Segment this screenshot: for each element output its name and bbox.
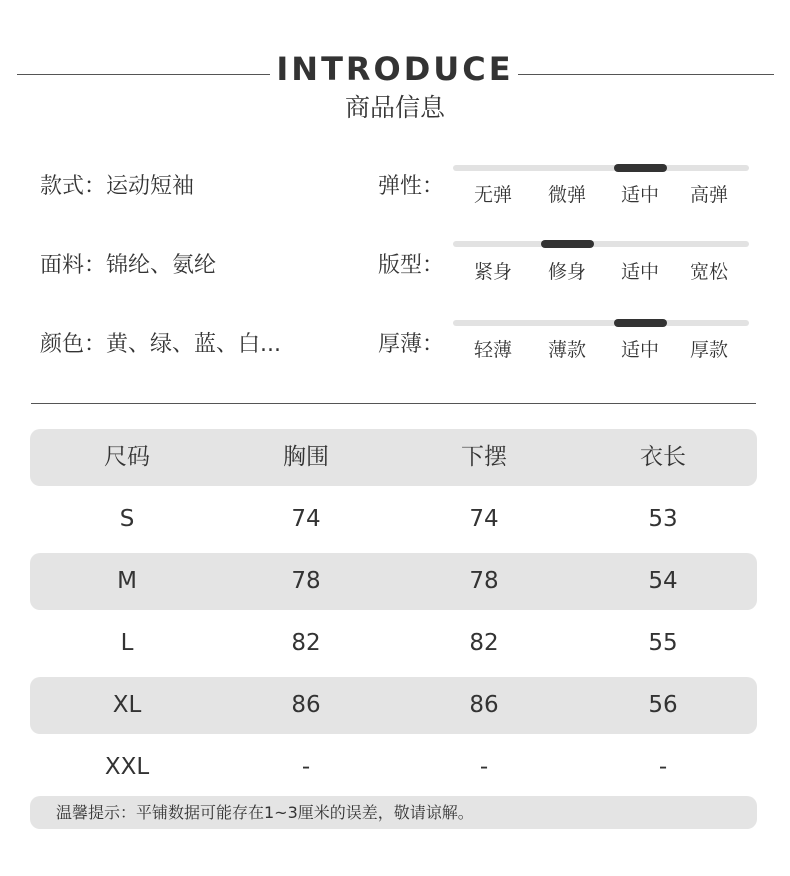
table-cell: 78 (291, 568, 321, 594)
scale-fit-option: 修身 (547, 261, 587, 283)
scale-thickness-option: 厚款 (689, 339, 729, 361)
scale-thickness-option: 适中 (620, 339, 660, 361)
scale-elasticity-option: 微弹 (547, 184, 587, 206)
table-cell: L (120, 630, 134, 656)
scale-elasticity-track (453, 165, 749, 171)
scale-thickness-option: 薄款 (547, 339, 587, 361)
scale-fit-indicator (541, 240, 594, 248)
table-cell: 86 (291, 692, 321, 718)
scale-thickness-option: 轻薄 (473, 339, 513, 361)
attr-color: 颜色：黄、绿、蓝、白... (40, 332, 281, 357)
table-cell: - (301, 754, 311, 780)
scale-fit-option: 宽松 (689, 261, 729, 283)
table-row (30, 739, 757, 796)
scale-elasticity-option: 高弹 (689, 184, 729, 206)
table-cell: - (658, 754, 668, 780)
table-row (30, 677, 757, 734)
measurement-note (30, 796, 757, 829)
table-cell: 82 (469, 630, 499, 656)
size-table-header-cell: 胸围 (283, 444, 329, 470)
scale-thickness-indicator (614, 319, 667, 327)
scale-fit-option: 适中 (620, 261, 660, 283)
table-cell: 53 (648, 506, 678, 532)
table-cell: 74 (291, 506, 321, 532)
table-cell: - (479, 754, 489, 780)
section-divider (31, 403, 756, 404)
table-cell: 55 (648, 630, 678, 656)
scale-elasticity-indicator (614, 164, 667, 172)
size-table-header-cell: 下摆 (461, 444, 507, 470)
scale-thickness-label: 厚薄： (378, 332, 445, 357)
size-table-header-cell: 尺码 (104, 444, 150, 470)
page-title-cn: 商品信息 (344, 93, 445, 122)
table-row (30, 491, 757, 548)
table-cell: 54 (648, 568, 678, 594)
scale-fit-label: 版型： (378, 253, 445, 278)
page-title-en: INTRODUCE (276, 50, 514, 88)
scale-fit-track (453, 241, 749, 247)
size-table-header-cell: 衣长 (640, 444, 686, 470)
attr-style: 款式：运动短袖 (40, 174, 195, 199)
table-row (30, 615, 757, 672)
table-row (30, 553, 757, 610)
attr-fabric: 面料：锦纶、氨纶 (40, 253, 217, 278)
table-cell: M (117, 568, 137, 594)
scale-thickness-track (453, 320, 749, 326)
table-cell: 82 (291, 630, 321, 656)
measurement-note-text: 温馨提示：平铺数据可能存在1~3厘米的误差，敬请谅解。 (56, 803, 474, 822)
scale-elasticity-option: 适中 (620, 184, 660, 206)
scale-fit-option: 紧身 (473, 261, 513, 283)
table-cell: S (119, 506, 135, 532)
table-cell: XL (112, 692, 142, 718)
scale-elasticity-option: 无弹 (473, 184, 513, 206)
table-cell: 86 (469, 692, 499, 718)
table-cell: 56 (648, 692, 678, 718)
table-cell: 74 (469, 506, 499, 532)
size-table-header (30, 429, 757, 486)
table-cell: 78 (469, 568, 499, 594)
table-cell: XXL (104, 754, 150, 780)
scale-elasticity-label: 弹性： (378, 174, 445, 199)
